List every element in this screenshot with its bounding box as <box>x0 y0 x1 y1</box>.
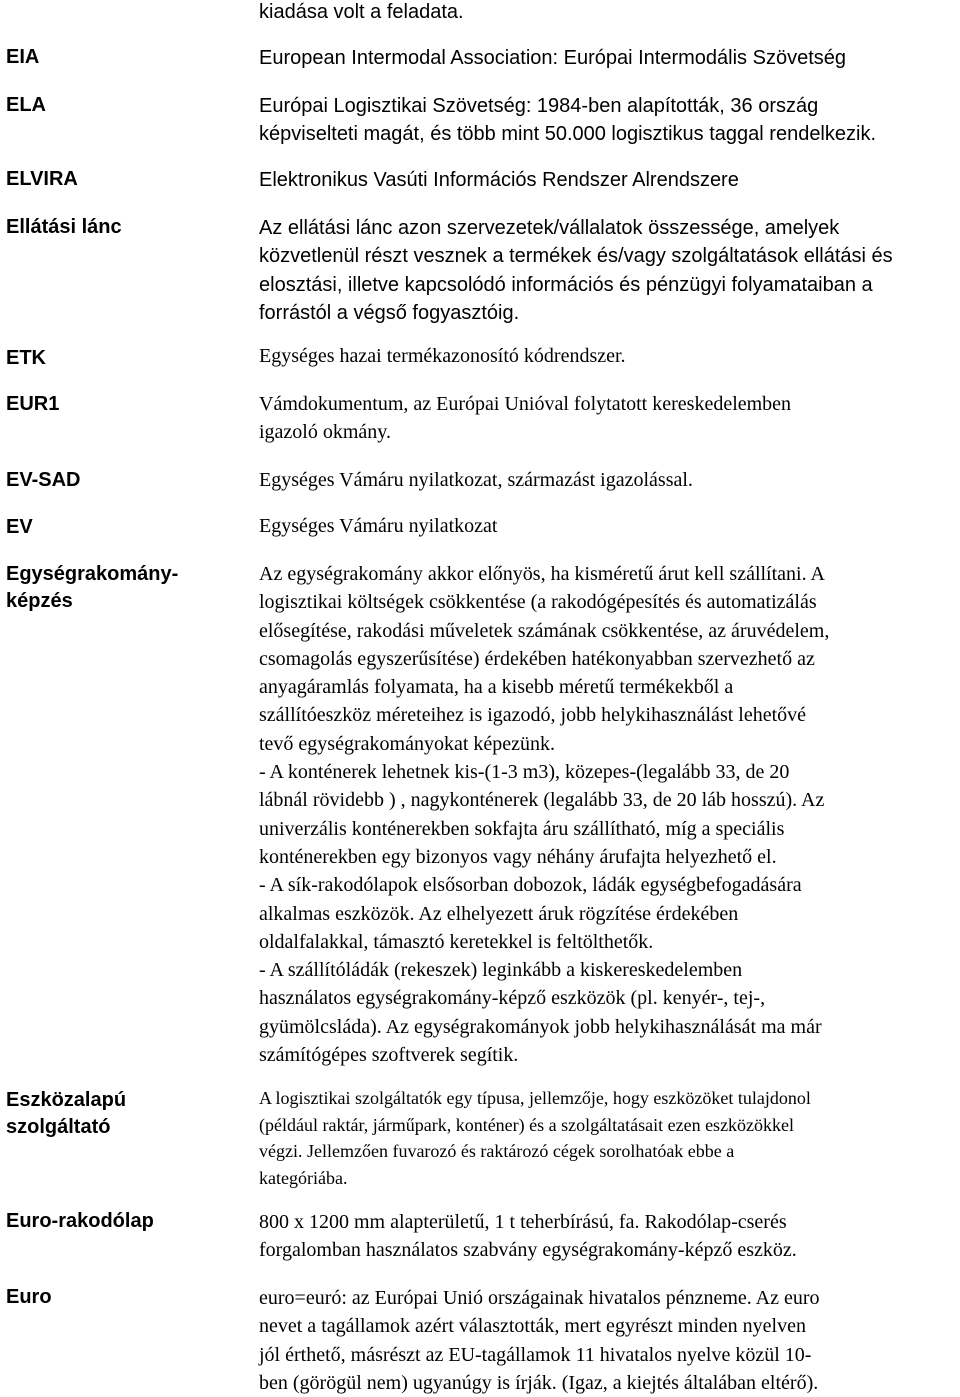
term-ellatasi-lanc: Ellátási lánc <box>6 216 122 238</box>
term-ev: EV <box>6 516 33 538</box>
term-ela: ELA <box>6 94 46 116</box>
definition-euro: euro=euró: az Európai Unió országainak hivatalos pénzneme. Az euro nevet a tagállamok azért választották, mert egyrészt minden nyelven jól érthető, másrészt az EU-tagállamok 11 hivatalos nyelve közül 10- ben (görögül nem) ugyanúgy is írják. (Igaz, a kiejtés általában eltérő). <box>259 1287 820 1394</box>
definition-ev: Egységes Vámáru nyilatkozat <box>259 515 498 537</box>
continuation-text: kiadása volt a feladata. <box>259 1 464 23</box>
term-ev-sad: EV-SAD <box>6 469 81 491</box>
definition-eia: European Intermodal Association: Európai Intermodális Szövetség <box>259 47 847 69</box>
term-eia: EIA <box>6 46 40 68</box>
definition-egysegrakomany-kepzes: Az egységrakomány akkor előnyös, ha kisméretű árut kell szállítani. A logisztikai költségek csökkentése (a rakodógépesítés és automatizálás elősegítése, rakodási műveletek számának csökkentése, az áruvédelem, csomagolás egyszerűsítése) érdekében hatékonyabban szervezhető az anyagáramlás folyamata, ha a kisebb méretű termékekből a szállítóeszköz méreteihez is igazodó, jobb helykihasználást lehetővé tevő egységrakományokat képezünk. - A konténerek lehetnek kis-(1-3 m3), közepes-(legalább 33, de 20 lábnál rövidebb ) , nagykonténerek (legalább 33, de 20 láb hosszú). Az univerzális konténerekben sokfajta áru szállítható, míg a speciális konténerekben egy bizonyos vagy néhány árufajta helyezhető el. - A sík-rakodólapok elsősorban dobozok, ládák egységbefogadására alkalmas eszközök. Az elhelyezett áruk rögzítése érdekében oldalfalakkal, támasztó keretekkel is feltölthetők. - A szállítóládák (rekeszek) leginkább a kiskereskedelemben használatos egységrakomány-képző eszközök (pl. kenyér-, tej-, gyümölcsláda). Az egységrakományok jobb helykihasználását ma már számítógépes szoftverek segítik. <box>259 563 830 1067</box>
term-etk: ETK <box>6 347 46 369</box>
term-eszkozalapu-szolgaltato: Eszközalapú szolgáltató <box>6 1089 127 1138</box>
definition-elvira: Elektronikus Vasúti Információs Rendszer Alrendszere <box>259 169 739 191</box>
definition-eur1: Vámdokumentum, az Európai Unióval folytatott kereskedelemben igazoló okmány. <box>259 393 792 444</box>
definition-etk: Egységes hazai termékazonosító kódrendszer. <box>259 345 626 367</box>
term-eur1: EUR1 <box>6 393 60 415</box>
definition-ela: Európai Logisztikai Szövetség: 1984-ben alapították, 36 ország képviselteti magát, és több mint 50.000 logisztikus taggal rendelkezik. <box>259 95 877 146</box>
definition-eszkozalapu-szolgaltato: A logisztikai szolgáltatók egy típusa, jellemzője, hogy eszközöket tulajdonol (például raktár, járműpark, konténer) és a szolgáltatásait ezen eszközökkel végzi. Jellemzően fuvarozó és raktározó cégek sorolhatóak ebbe a kategóriába. <box>259 1088 811 1188</box>
term-euro-rakodolap: Euro-rakodólap <box>6 1210 154 1232</box>
term-egysegrakomany-kepzes: Egységrakomány- képzés <box>6 563 179 612</box>
definition-ellatasi-lanc: Az ellátási lánc azon szervezetek/vállalatok összessége, amelyek közvetlenül részt vesznek a termékek és/vagy szolgáltatások ellátási és elosztási, illetve kapcsolódó információs és pénzügyi folyamataiban a forrástól a végső fogyasztóig. <box>259 217 893 324</box>
definition-euro-rakodolap: 800 x 1200 mm alapterületű, 1 t teherbírású, fa. Rakodólap-cserés forgalomban használatos szabvány egységrakomány-képző eszköz. <box>259 1211 797 1262</box>
term-elvira: ELVIRA <box>6 168 78 190</box>
term-euro: Euro <box>6 1286 52 1308</box>
definition-ev-sad: Egységes Vámáru nyilatkozat, származást igazolással. <box>259 469 693 491</box>
